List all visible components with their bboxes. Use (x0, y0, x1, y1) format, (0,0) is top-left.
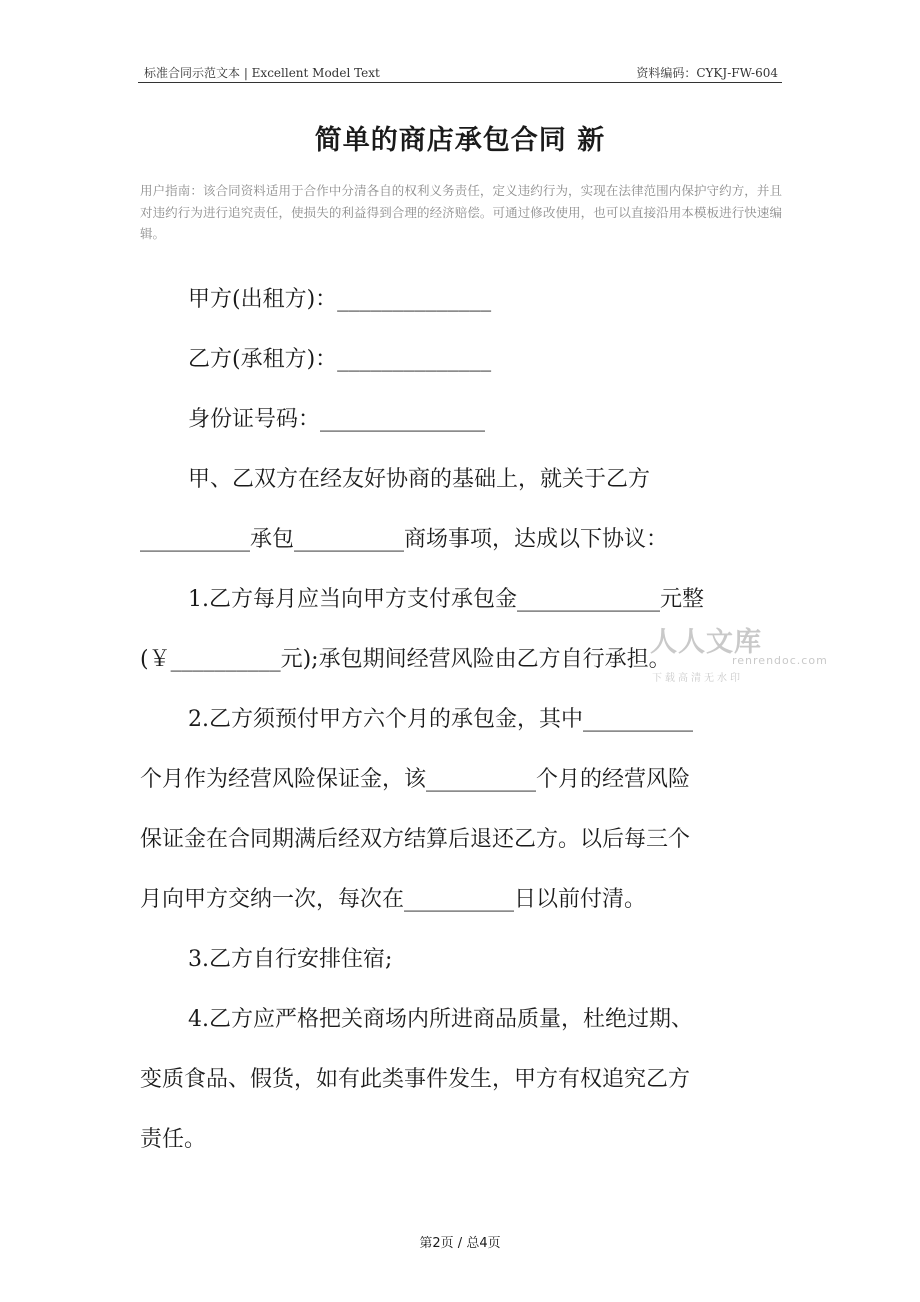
preamble-line-1: 甲、乙双方在经友好协商的基础上，就关于乙方 (188, 467, 651, 492)
preamble-line-2: __________承包__________商场事项，达成以下协议： (140, 527, 669, 552)
party-a-line: 甲方(出租方)：______________ (188, 287, 492, 312)
clause-2-line-3: 保证金在合同期满后经双方结算后退还乙方。以后每三个 (140, 827, 691, 852)
clause-4-line-3: 责任。 (140, 1127, 207, 1152)
id-number-line: 身份证号码：_______________ (188, 407, 486, 432)
clause-2-line-1: 2.乙方须预付甲方六个月的承包金，其中__________ (188, 707, 693, 732)
clause-2-line-2: 个月作为经营风险保证金，该__________个月的经营风险 (140, 767, 691, 792)
clause-4-line-1: 4.乙方应严格把关商场内所进商品质量，杜绝过期、 (188, 1007, 693, 1032)
watermark-domain: renrendoc.com (732, 654, 828, 667)
document-title: 简单的商店承包合同 新 (314, 125, 606, 156)
page-number: 第2页 / 总4页 (419, 1236, 501, 1251)
clause-3-line-1: 3.乙方自行安排住宿; (188, 947, 393, 972)
clause-4-line-2: 变质食品、假货，如有此类事件发生，甲方有权追究乙方 (140, 1067, 691, 1092)
header-left-text: 标准合同示范文本 | Excellent Model Text (144, 66, 380, 80)
clause-2-line-4: 月向甲方交纳一次，每次在__________日以前付清。 (140, 887, 647, 912)
clause-1-line-1: 1.乙方每月应当向甲方支付承包金_____________元整 (188, 587, 704, 612)
page-header (138, 62, 782, 83)
clause-1-line-2: (￥__________元);承包期间经营风险由乙方自行承担。 (140, 647, 671, 672)
watermark-main: 人人文库 (650, 627, 762, 658)
watermark-logo (650, 620, 828, 684)
watermark-sub: 下载高清无水印 (652, 673, 743, 684)
party-b-line: 乙方(承租方)：______________ (188, 347, 492, 372)
document-code: 资料编码：CYKJ-FW-604 (636, 66, 778, 80)
user-guide: 用户指南：该合同资料适用于合作中分清各自的权利义务责任，定义违约行为，实现在法律范围内保护守约方，并且对违约行为进行追究责任，使损失的利益得到合理的经济赔偿。可通过修改使用，也可以直接沿用本模板进行快速编辑。 (140, 183, 782, 241)
